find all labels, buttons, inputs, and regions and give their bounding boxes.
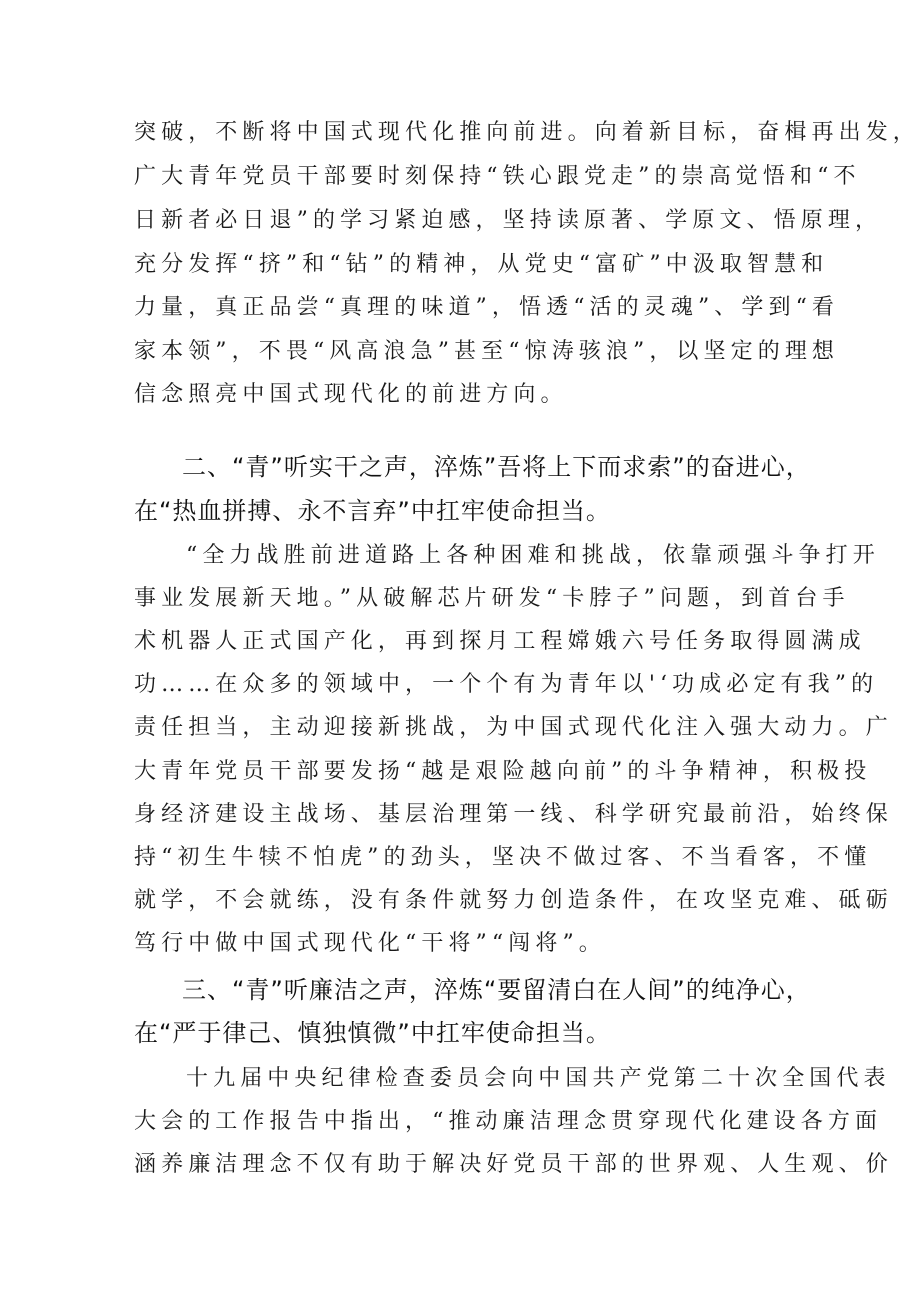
heading-line: 在“严于律己、慎独慎微”中扛牢使命担当。 — [134, 1019, 611, 1047]
text-line: 责任担当，主动迎接新挑战，为中国式现代化注入强大动力。广 — [134, 715, 893, 740]
text-line: 身经济建设主战场、基层治理第一线、科学研究最前沿，始终保 — [134, 802, 893, 827]
text-line: 持“初生牛犊不怕虎”的劲头，坚决不做过客、不当看客，不懂 — [134, 845, 872, 870]
text-line: 功……在众多的领域中，一个个有为青年以'‘功成必定有我”的 — [134, 672, 879, 697]
text-line: 信念照亮中国式现代化的前进方向。 — [134, 382, 568, 407]
heading-line: 三、“青”听廉洁之声，淬炼“要留清白在人间”的纯净心， — [182, 976, 811, 1004]
text-line: 大青年党员干部要发扬“越是艰险越向前”的斗争精神，积极投 — [134, 759, 872, 784]
text-line: 事业发展新天地。”从破解芯片研发“卡脖子”问题，到首台手 — [134, 586, 850, 611]
text-line: 广大青年党员干部要时刻保持“铁心跟党走”的崇高觉悟和“不 — [134, 164, 861, 189]
text-line: 家本领”，不畏“风高浪急”甚至“惊涛骇浪”，以坚定的理想 — [134, 339, 840, 364]
text-line: 笃行中做中国式现代化“干将”“闯将”。 — [134, 931, 606, 956]
text-line: “全力战胜前进道路上各种困难和挑战，依靠顽强斗争打开 — [186, 543, 880, 568]
text-line: 日新者必日退”的学习紧迫感，坚持读原著、学原文、悟原理， — [134, 208, 883, 233]
text-line: 大会的工作报告中指出，“推动廉洁理念贯穿现代化建设各方面 — [134, 1109, 883, 1134]
heading-line: 在“热血拼搏、永不言弃”中扛牢使命担当。 — [134, 497, 611, 525]
text-line: 就学，不会就练，没有条件就努力创造条件，在攻坚克难、砥砺 — [134, 888, 893, 913]
text-line: 术机器人正式国产化，再到探月工程嫦娥六号任务取得圆满成 — [134, 629, 866, 654]
text-line: 涵养廉洁理念不仅有助于解决好党员干部的世界观、人生观、价 — [134, 1152, 893, 1177]
text-line: 力量，真正品尝“真理的味道”，悟透“活的灵魂”、学到“看 — [134, 295, 840, 320]
heading-line: 二、“青”听实干之声，淬炼”吾将上下而求索”的奋进心， — [182, 453, 811, 481]
text-line: 十九届中央纪律检查委员会向中国共产党第二十次全国代表 — [186, 1066, 891, 1091]
text-line: 充分发挥“挤”和“钻”的精神，从党史“富矿”中汲取智慧和 — [134, 252, 829, 277]
text-line: 突破，不断将中国式现代化推向前进。向着新目标，奋楫再出发， — [134, 120, 920, 145]
